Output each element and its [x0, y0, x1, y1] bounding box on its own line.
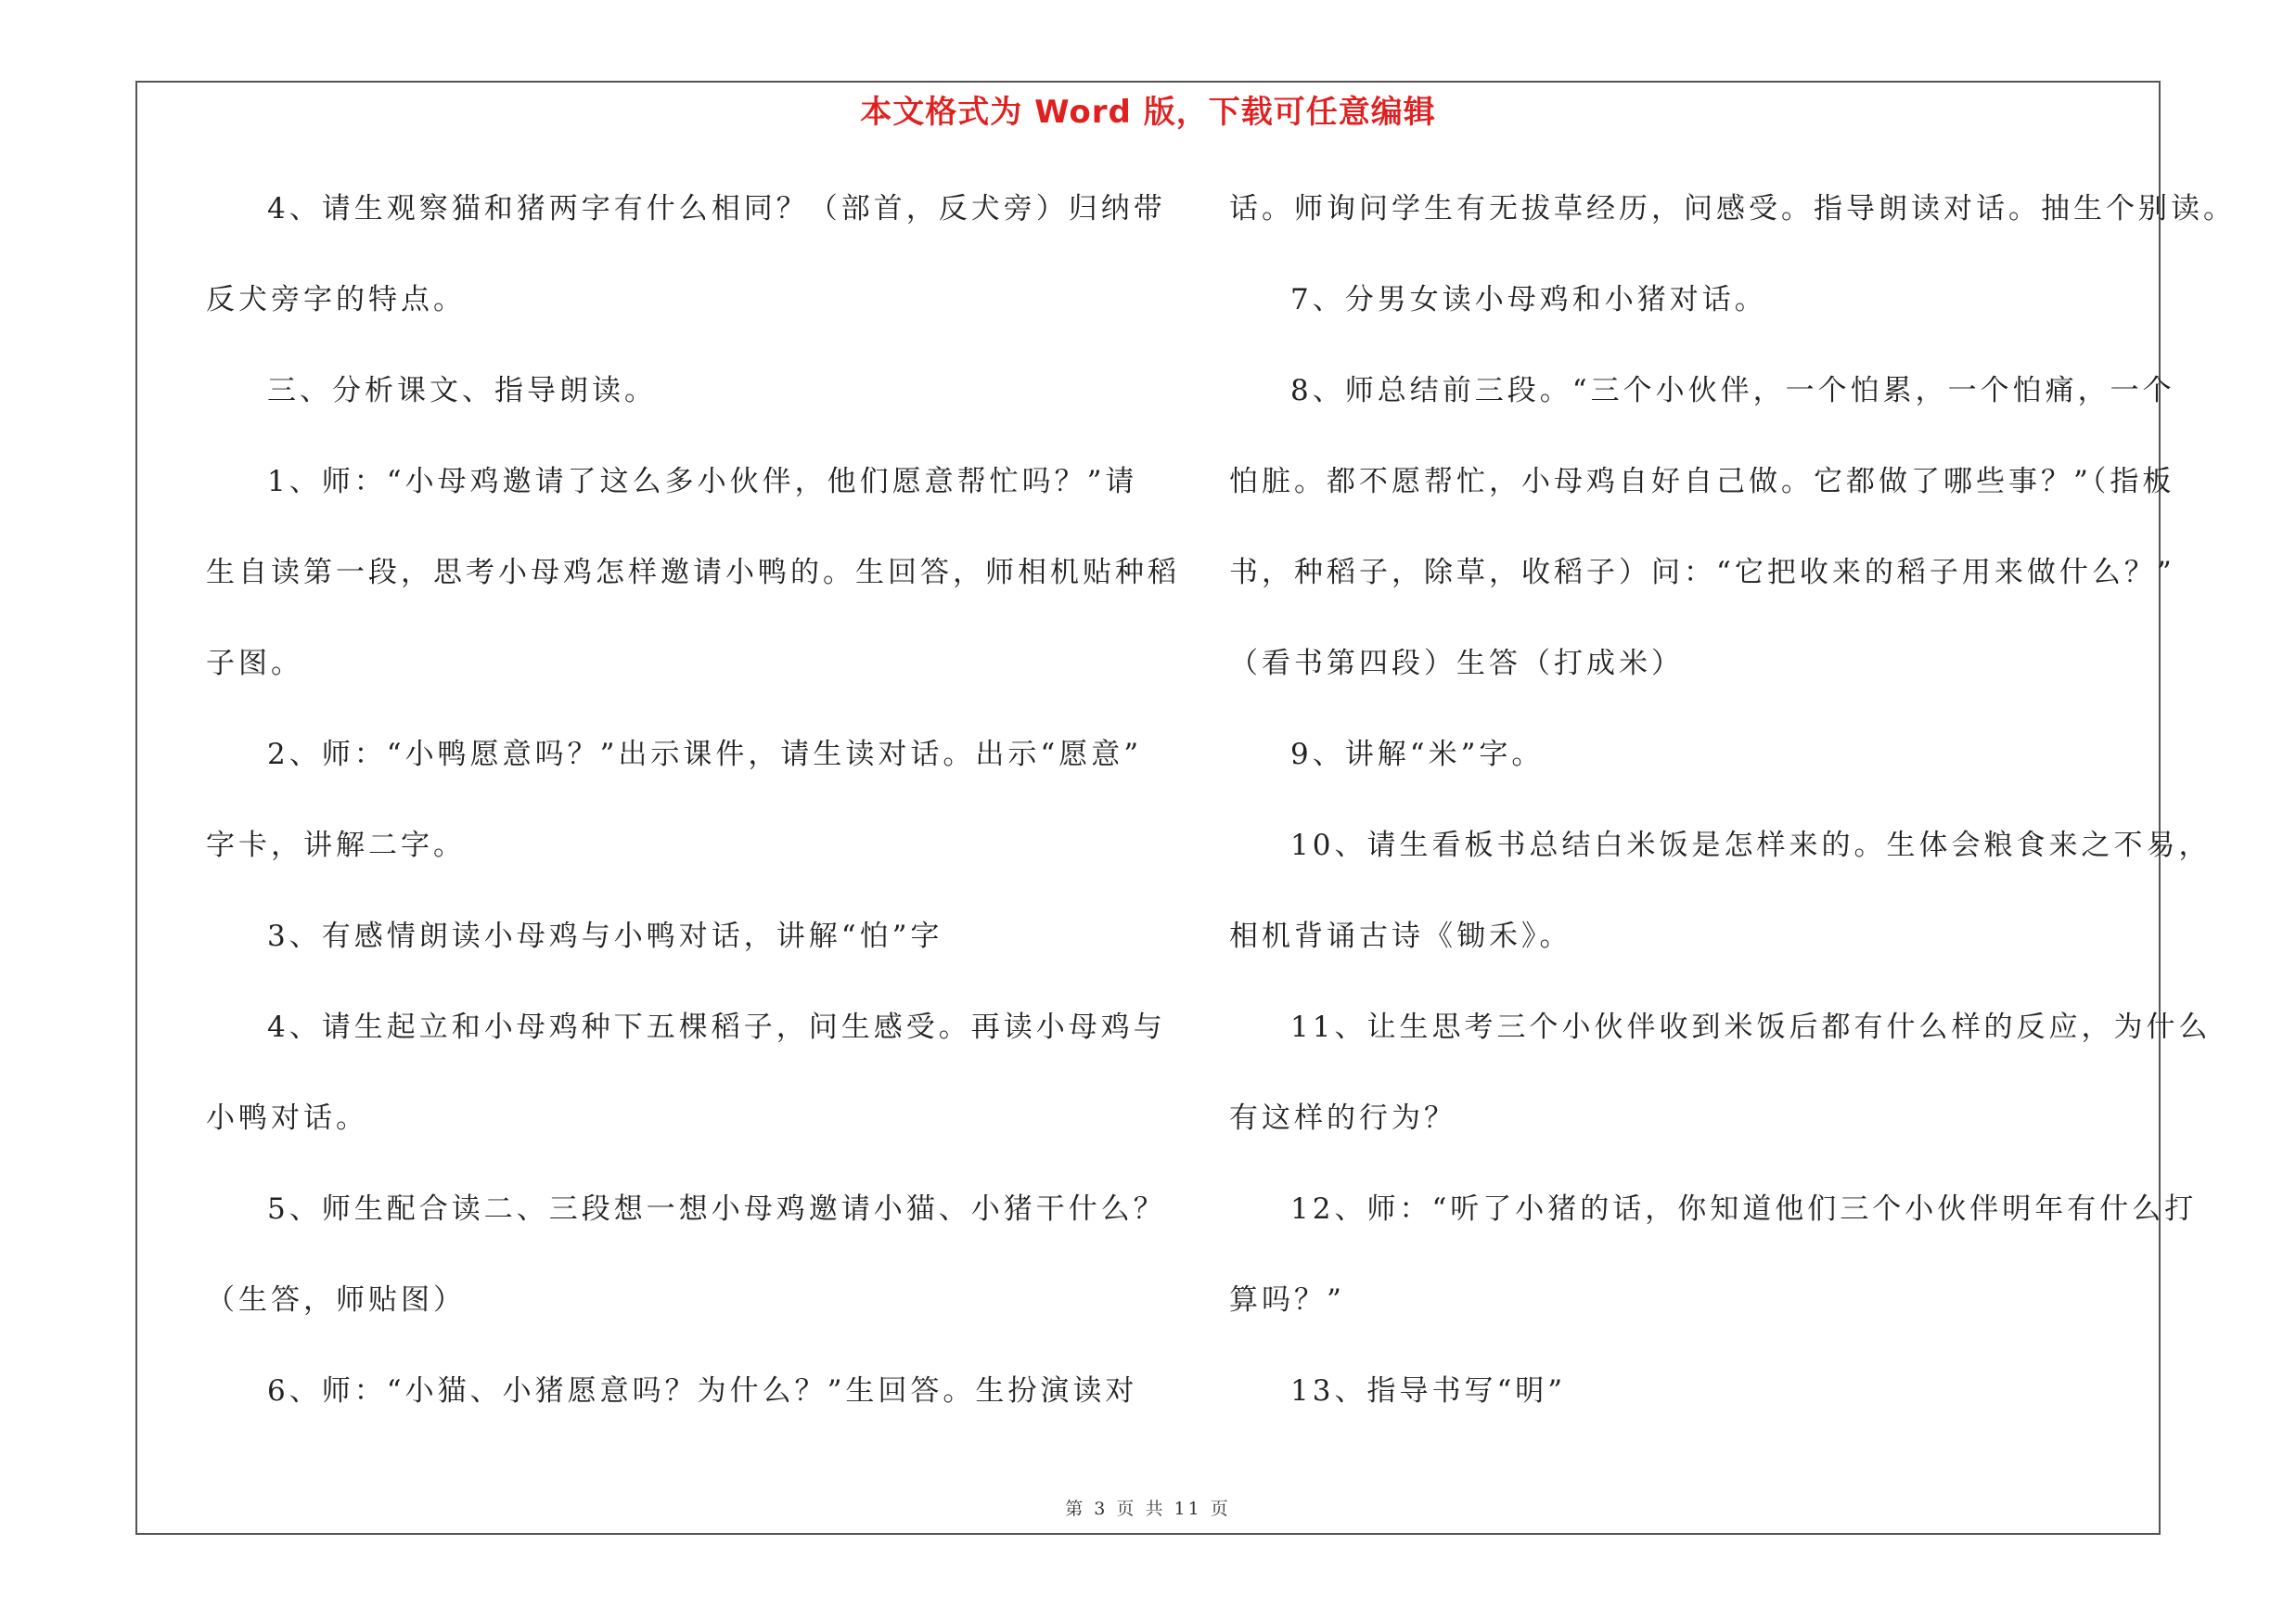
text-line: 小鸭对话。 — [206, 1101, 368, 1135]
text-line: 话。师询问学生有无拔草经历，问感受。指导朗读对话。抽生个别读。 — [1229, 192, 2236, 225]
text-line: 算吗？” — [1229, 1283, 1345, 1317]
text-line: 3、有感情朗读小母鸡与小鸭对话，讲解“怕”字 — [267, 920, 943, 953]
text-line: （生答，师贴图） — [206, 1283, 466, 1317]
text-line: 字卡，讲解二字。 — [206, 829, 466, 862]
text-line: 有这样的行为？ — [1229, 1101, 1456, 1135]
right-column — [1229, 173, 2236, 1446]
text-line: 子图。 — [206, 647, 303, 680]
text-line: 2、师：“小鸭愿意吗？”出示课件，请生读对话。出示“愿意” — [267, 738, 1143, 771]
text-line: 12、师：“听了小猪的话，你知道他们三个小伙伴明年有什么打 — [1290, 1192, 2198, 1226]
text-line: 7、分男女读小母鸡和小猪对话。 — [1290, 283, 1767, 316]
text-line: 怕脏。都不愿帮忙，小母鸡自好自己做。它都做了哪些事？”（指板 — [1229, 465, 2175, 498]
text-line: 13、指导书写“明” — [1290, 1374, 1567, 1408]
text-line: 反犬旁字的特点。 — [206, 283, 466, 316]
text-line: 书，种稻子，除草，收稻子）问：“它把收来的稻子用来做什么？” — [1229, 556, 2175, 589]
text-line: 5、师生配合读二、三段想一想小母鸡邀请小猫、小猪干什么？ — [267, 1192, 1166, 1226]
text-line: 4、请生起立和小母鸡种下五棵稻子，问生感受。再读小母鸡与 — [267, 1011, 1166, 1044]
text-line: 相机背诵古诗《锄禾》。 — [1229, 920, 1572, 953]
text-line: 8、师总结前三段。“三个小伙伴，一个怕累，一个怕痛，一个 — [1290, 374, 2175, 407]
text-line: 9、讲解“米”字。 — [1290, 738, 1545, 771]
text-line: 1、师：“小母鸡邀请了这么多小伙伴，他们愿意帮忙吗？”请 — [267, 465, 1138, 498]
text-line: 6、师：“小猫、小猪愿意吗？为什么？”生回答。生扮演读对 — [267, 1374, 1138, 1408]
text-line: 三、分析课文、指导朗读。 — [267, 374, 657, 407]
left-column — [206, 173, 1180, 1446]
document-banner: 本文格式为 Word 版，下载可任意编辑 — [860, 94, 1436, 131]
text-line: 11、让生思考三个小伙伴收到米饭后都有什么样的反应，为什么 — [1290, 1011, 2212, 1044]
page-footer: 第 3 页 共 11 页 — [1065, 1499, 1231, 1519]
text-line: （看书第四段）生答（打成米） — [1229, 647, 1684, 680]
text-line: 生自读第一段，思考小母鸡怎样邀请小鸭的。生回答，师相机贴种稻 — [206, 556, 1180, 589]
text-line: 10、请生看板书总结白米饭是怎样来的。生体会粮食来之不易， — [1290, 829, 2212, 862]
text-line: 4、请生观察猫和猪两字有什么相同？（部首，反犬旁）归纳带 — [267, 192, 1166, 225]
